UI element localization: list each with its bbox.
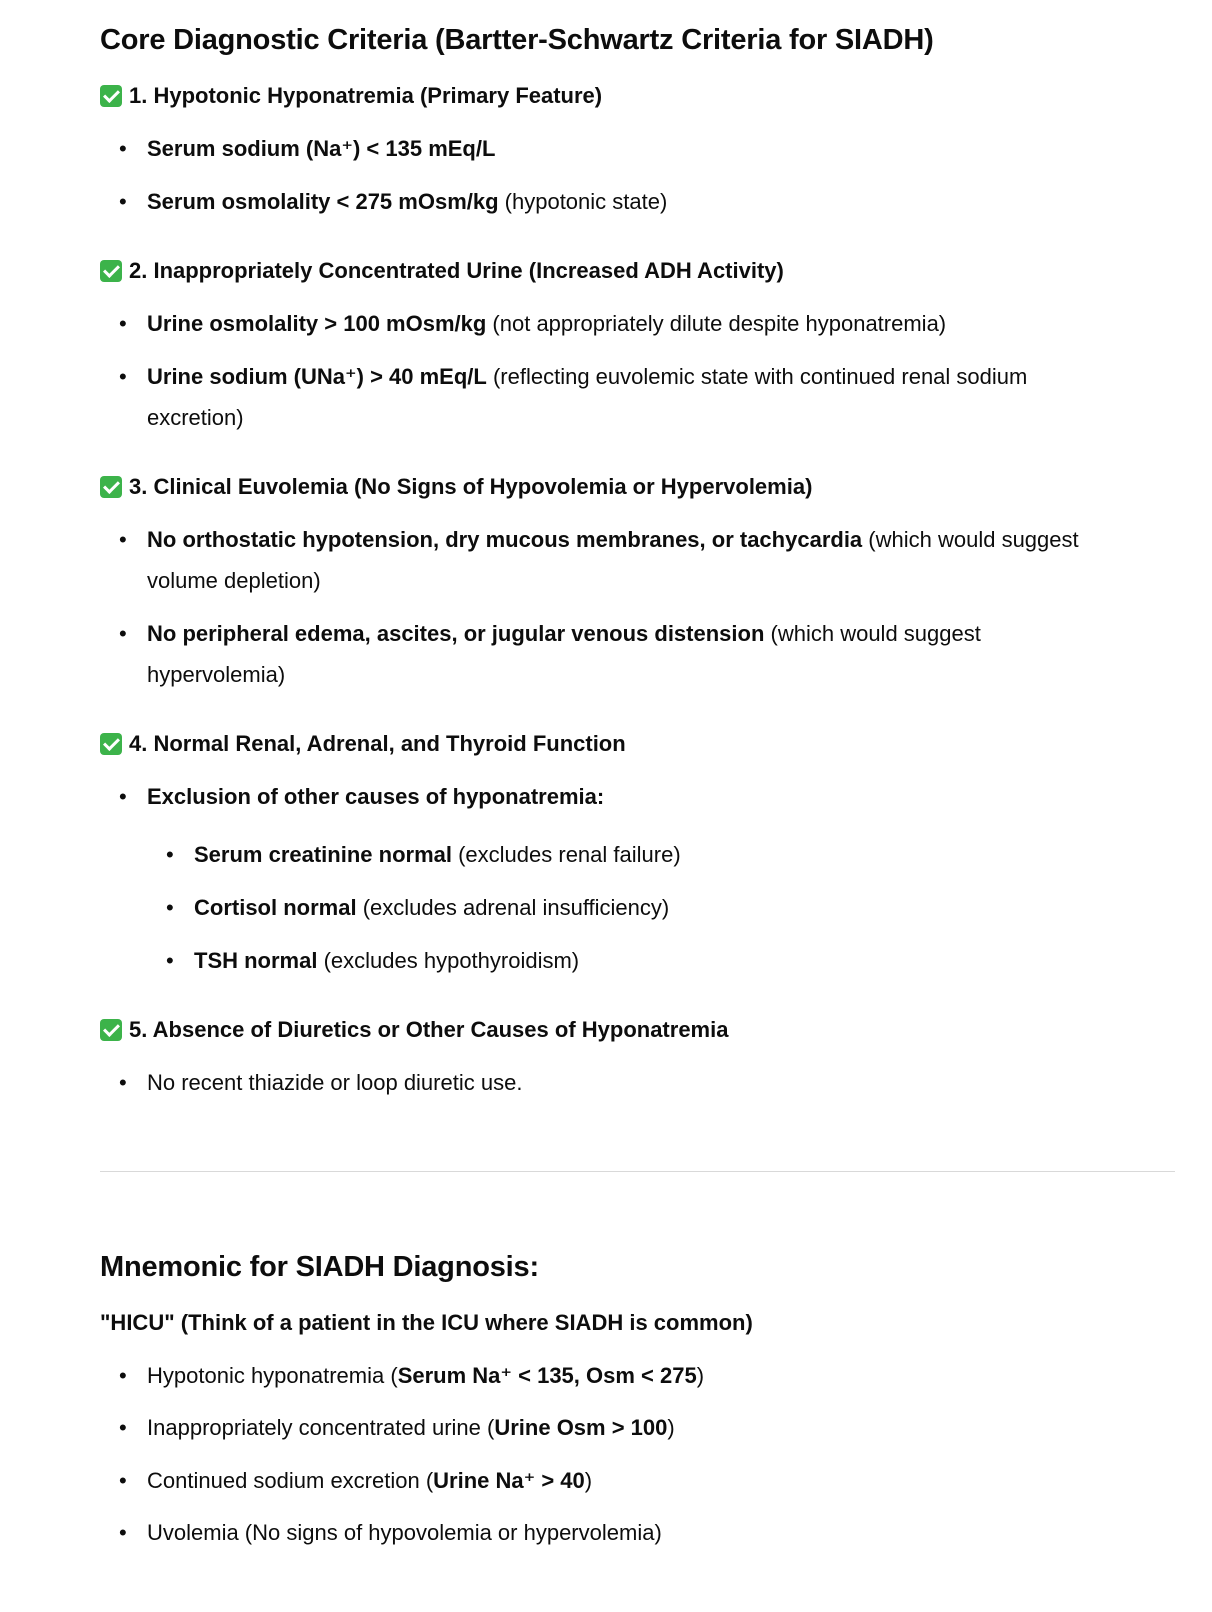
- item-text: volemia (No signs of hypovolemia or hypervolemia): [162, 1520, 662, 1545]
- check-icon: [100, 476, 122, 498]
- bullet-icon: •: [119, 784, 127, 809]
- mnemonic-letter: I: [147, 1415, 154, 1440]
- item-text: ypotonic hyponatremia (: [162, 1363, 398, 1388]
- criterion-heading-text: 1. Hypotonic Hyponatremia (Primary Feature): [129, 83, 603, 108]
- item-text-end: ): [696, 1363, 705, 1388]
- mnemonic-item: [119, 1355, 1147, 1396]
- item-bold: No peripheral edema, ascites, or jugular venous distension: [147, 621, 765, 646]
- bullet-icon: •: [119, 189, 127, 214]
- criterion-heading-text: 4. Normal Renal, Adrenal, and Thyroid Function: [129, 731, 626, 756]
- section-title-core-criteria: Core Diagnostic Criteria (Bartter-Schwartz Criteria for SIADH): [100, 24, 934, 56]
- item-bold: Serum creatinine normal: [194, 842, 452, 867]
- bullet-icon: •: [119, 1520, 127, 1545]
- list-item: [119, 303, 1147, 344]
- list-item: [119, 356, 1107, 438]
- item-text-end: ): [584, 1468, 593, 1493]
- bullet-icon: •: [119, 1415, 127, 1440]
- item-text: (reflecting euvolemic state with continued renal sodium excretion): [147, 364, 1028, 430]
- section-title-mnemonic: Mnemonic for SIADH Diagnosis:: [100, 1251, 539, 1283]
- criterion-heading-4: [100, 729, 626, 759]
- bullet-icon: •: [119, 136, 127, 161]
- bullet-icon: •: [166, 948, 174, 973]
- item-bold: Urine Na⁺ > 40: [433, 1468, 585, 1493]
- item-text: (excludes adrenal insufficiency): [356, 895, 670, 920]
- item-bold: Serum Na⁺ < 135, Osm < 275: [397, 1363, 697, 1388]
- bullet-icon: •: [119, 621, 127, 646]
- item-text-end: ): [667, 1415, 675, 1440]
- mnemonic-item: [119, 1512, 1147, 1553]
- mnemonic-item: [119, 1407, 1147, 1448]
- bullet-icon: •: [166, 842, 174, 867]
- bullet-icon: •: [119, 364, 127, 389]
- check-icon: [100, 85, 122, 107]
- criterion-heading-text: 5. Absence of Diuretics or Other Causes of Hyponatremia: [129, 1017, 729, 1042]
- item-bold: Urine sodium (UNa⁺) > 40 mEq/L: [147, 364, 487, 389]
- list-item: [119, 1062, 1147, 1103]
- item-text: (which would suggest volume depletion): [147, 527, 1079, 593]
- bullet-icon: •: [166, 895, 174, 920]
- bullet-icon: •: [119, 1468, 127, 1493]
- bullet-icon: •: [119, 1070, 127, 1095]
- list-item: [119, 776, 1147, 817]
- item-text: (which would suggest hypervolemia): [147, 621, 981, 687]
- list-item: [119, 519, 1142, 601]
- criterion-heading-1: [100, 81, 602, 111]
- criterion-heading-text: 3. Clinical Euvolemia (No Signs of Hypovolemia or Hypervolemia): [129, 474, 813, 499]
- item-bold: Serum sodium (Na⁺) < 135 mEq/L: [147, 136, 496, 161]
- item-text: ontinued sodium excretion (: [162, 1468, 434, 1493]
- list-item: [119, 613, 1047, 695]
- sub-list-item: [166, 834, 1154, 875]
- check-icon: [100, 733, 122, 755]
- criterion-heading-text: 2. Inappropriately Concentrated Urine (Increased ADH Activity): [129, 258, 784, 283]
- mnemonic-item: [119, 1460, 1147, 1501]
- criterion-heading-5: [100, 1015, 728, 1045]
- item-text: (excludes renal failure): [451, 842, 681, 867]
- item-bold: Exclusion of other causes of hyponatremia:: [147, 784, 605, 809]
- item-text: (excludes hypothyroidism): [317, 948, 580, 973]
- item-bold: Cortisol normal: [194, 895, 357, 920]
- sub-list-item: [166, 940, 1154, 981]
- criterion-heading-2: [100, 256, 784, 286]
- criterion-heading-3: [100, 472, 812, 502]
- bullet-icon: •: [119, 311, 127, 336]
- item-text: (not appropriately dilute despite hyponatremia): [486, 311, 947, 336]
- horizontal-divider: [100, 1171, 1175, 1172]
- list-item: [119, 128, 1147, 169]
- mnemonic-letter: U: [147, 1520, 163, 1545]
- item-bold: Serum osmolality < 275 mOsm/kg: [147, 189, 499, 214]
- bullet-icon: •: [119, 1363, 127, 1388]
- check-icon: [100, 1019, 122, 1041]
- item-text: No recent thiazide or loop diuretic use.: [147, 1070, 523, 1095]
- mnemonic-letter: C: [147, 1468, 163, 1493]
- mnemonic-letter: H: [147, 1363, 163, 1388]
- list-item: [119, 181, 1147, 222]
- mnemonic-subtitle: "HICU" (Think of a patient in the ICU where SIADH is common): [100, 1310, 753, 1335]
- item-bold: Urine Osm > 100: [494, 1415, 668, 1440]
- item-text: (hypotonic state): [498, 189, 668, 214]
- check-icon: [100, 260, 122, 282]
- item-bold: Urine osmolality > 100 mOsm/kg: [147, 311, 487, 336]
- bullet-icon: •: [119, 527, 127, 552]
- item-bold: No orthostatic hypotension, dry mucous membranes, or tachycardia: [147, 527, 863, 552]
- item-bold: TSH normal: [194, 948, 318, 973]
- item-text: nappropriately concentrated urine (: [153, 1415, 495, 1440]
- sub-list-item: [166, 887, 1154, 928]
